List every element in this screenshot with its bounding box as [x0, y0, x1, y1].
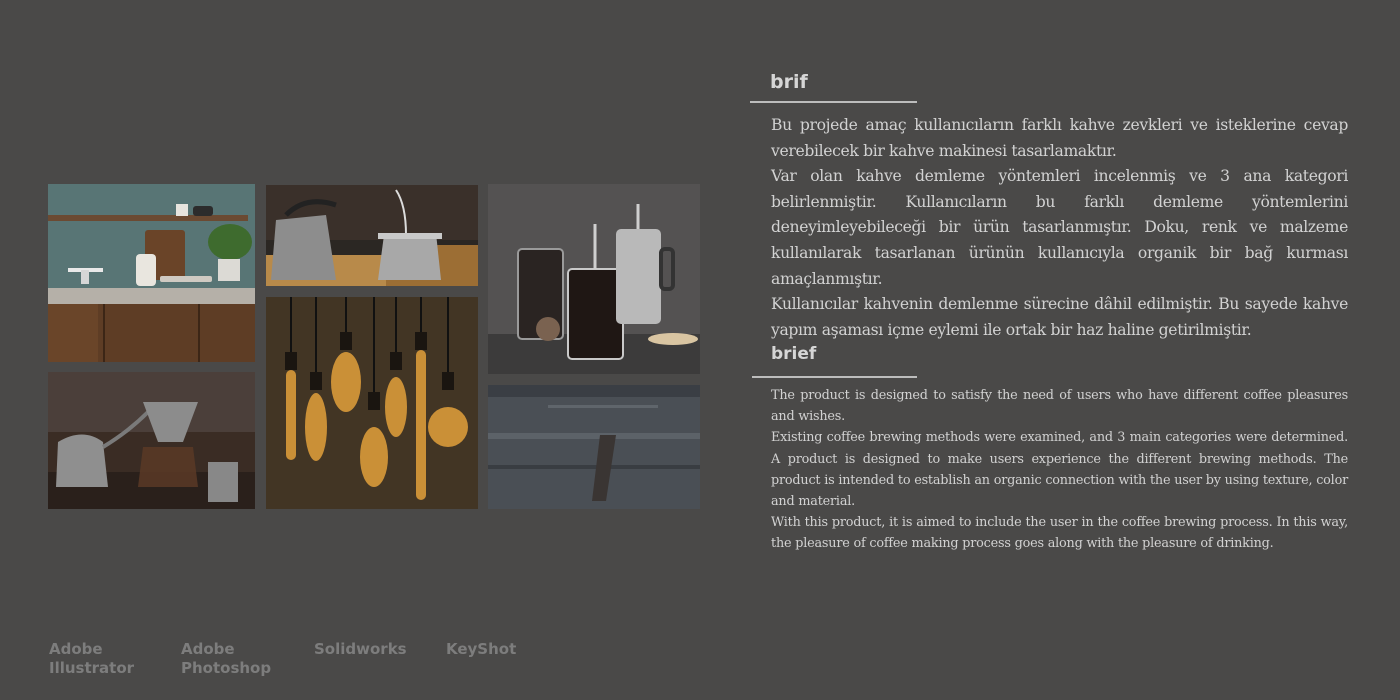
brief-heading: brief	[771, 344, 817, 364]
kitchen-shelf-photo	[48, 184, 255, 362]
moka-pot-pour-photo	[266, 185, 478, 286]
brief-text	[771, 385, 1348, 555]
brif-underline	[750, 101, 917, 103]
cabinet-handle-photo	[488, 385, 700, 509]
tool-solidworks: Solidworks	[314, 640, 407, 658]
brief-paragraph: Existing coffee brewing methods were examined, and 3 main categories were determined. A product is designed to make users experience the different brewing methods. The product is intended to establish an organic connection with the user by using texture, color and material.	[771, 430, 1348, 510]
edison-bulbs-photo	[266, 297, 478, 509]
software-tools-list	[49, 640, 569, 680]
brief-paragraph: With this product, it is aimed to include the user in the coffee brewing process. In this way, the pleasure of coffee making process goes along with the pleasure of drinking.	[771, 515, 1348, 552]
pour-over-kettle-photo	[48, 372, 255, 509]
brif-paragraph: Kullanıcılar kahvenin demlenme sürecine dâhil edilmiştir. Bu sayede kahve yapım aşaması içme eylemi ile ortak bir haz haline getirilmiştir.	[771, 295, 1348, 339]
brief-underline	[752, 376, 917, 378]
tool-adobe-illustrator: Adobe Illustrator	[49, 640, 135, 677]
brief-paragraph: The product is designed to satisfy the need of users who have different coffee pleasures and wishes.	[771, 388, 1348, 425]
tool-keyshot: KeyShot	[446, 640, 517, 658]
brif-paragraph: Bu projede amaç kullanıcıların farklı kahve zevkleri ve isteklerine cevap verebilecek bir kahve makinesi tasarlamaktır.	[771, 116, 1348, 160]
brif-paragraph: Var olan kahve demleme yöntemleri incelenmiş ve 3 ana kategori belirlenmiştir. Kullanıcıların bu farklı demleme yöntemlerini deneyimleyebileceği bir ürün tasarlanmıştır. Doku, renk ve malzeme kullanılarak tasarlanan ürünün kullanıcıyla organik bir bağ kurması amaçlanmıştır.	[771, 167, 1348, 288]
french-press-photo	[488, 184, 700, 374]
brif-text	[771, 113, 1348, 343]
brif-heading: brif	[770, 71, 808, 93]
tool-adobe-photoshop: Adobe Photoshop	[181, 640, 272, 677]
